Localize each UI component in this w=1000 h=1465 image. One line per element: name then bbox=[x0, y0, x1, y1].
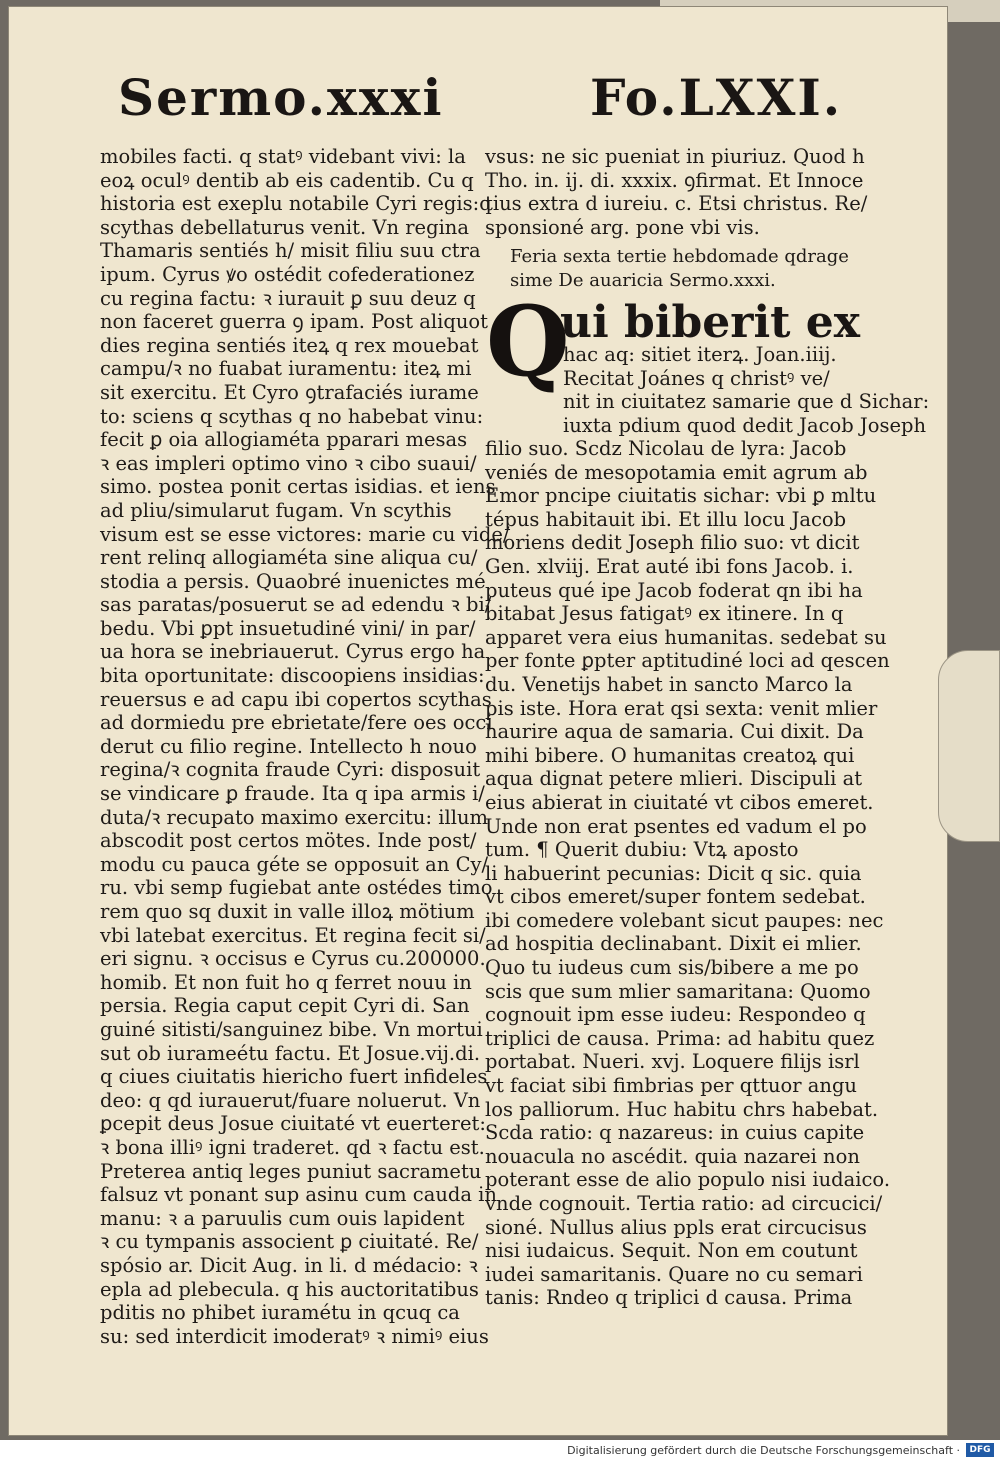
text-line: hac aq: sitiet iterꝝ. Joan.iiij. bbox=[563, 343, 837, 366]
text-line: portabat. Nueri. xvj. Loquere filijs isrl bbox=[485, 1050, 860, 1074]
text-line: simo. postea ponit certas isidias. et iens bbox=[100, 475, 496, 499]
text-line: su: sed interdicit imoderatꝰ ꝛ nimiꝰ eius bbox=[100, 1324, 489, 1348]
text-line: Emor pncipe ciuitatis sichar: vbi ꝑ mltu bbox=[485, 484, 877, 508]
text-line: cognouit ipm esse iudeu: Respondeo q bbox=[485, 1003, 866, 1027]
text-line: ru. vbi semp fugiebat ante ostédes timo bbox=[100, 876, 493, 900]
text-line: vt faciat sibi fimbrias per qttuor angu bbox=[485, 1074, 857, 1098]
text-line: q ciues ciuitatis hiericho fuert infideles bbox=[100, 1065, 488, 1089]
text-line: ꝛ eas impleri optimo vino ꝛ cibo suaui/ bbox=[100, 451, 477, 475]
text-line: duta/ꝛ recupato maximo exercitu: illum bbox=[100, 805, 488, 829]
text-line: tum. ¶ Querit dubiu: Vtꝝ aposto bbox=[485, 838, 799, 862]
text-line: du. Venetijs habet in sancto Marco la bbox=[485, 672, 853, 696]
text-line: Quo tu iudeus cum sis/bibere a me po bbox=[485, 956, 859, 980]
text-line: filio suo. Scdz Nicolau de lyra: Jacob bbox=[485, 437, 847, 460]
text-line: sit exercitu. Et Cyro ꝯtrafaciés iurame bbox=[100, 380, 479, 404]
text-line: tanis: Rndeo q triplici d causa. Prima bbox=[485, 1286, 853, 1310]
text-line: Scda ratio: q nazareus: in cuius capite bbox=[485, 1121, 865, 1145]
text-line: ua hora se inebriauerut. Cyrus ergo ha bbox=[100, 640, 486, 664]
text-line: non faceret guerra ꝯ ipam. Post aliquot bbox=[100, 310, 489, 334]
text-line: vt cibos emeret/super fontem sedebat. bbox=[485, 885, 866, 909]
text-line: pditis no phibet iuramétu in qcuq ca bbox=[100, 1301, 460, 1325]
text-line: apparet vera eius humanitas. sedebat su bbox=[485, 625, 887, 649]
heading-line: Feria sexta tertie hebdomade qdrage bbox=[510, 246, 849, 267]
text-line: rent relinq allogiaméta sine aliqua cu/ bbox=[100, 546, 478, 570]
text-line: iudei samaritanis. Quare no cu semari bbox=[485, 1262, 863, 1286]
text-line: cu regina factu: ꝛ iurauit ꝑ suu deuz q bbox=[100, 286, 476, 310]
text-line: veniés de mesopotamia emit agrum ab bbox=[485, 460, 868, 484]
text-line: bedu. Vbi ꝑpt insuetudiné vini/ in par/ bbox=[100, 616, 476, 640]
folio-number: Fo.LXXI. bbox=[590, 68, 843, 127]
text-line: ipum. Cyrus ꝟo ostédit cofederationez bbox=[100, 262, 475, 286]
text-line: puteus qué ipe Jacob foderat qn ibi ha bbox=[485, 578, 863, 602]
text-line: manu: ꝛ a paruulis cum ouis lapident bbox=[100, 1206, 465, 1230]
text-line: scythas debellaturus venit. Vn regina bbox=[100, 215, 469, 239]
text-line: tépus habitauit ibi. Et illu locu Jacob bbox=[485, 507, 847, 531]
text-line: sut ob iurameétu factu. Et Josue.vij.di. bbox=[100, 1041, 481, 1065]
text-line: per fonte ꝑpter aptitudiné loci ad qescen bbox=[485, 649, 890, 673]
text-line: falsuz vt ponant sup asinu cum cauda in bbox=[100, 1183, 497, 1207]
text-line: persia. Regia caput cepit Cyri di. San bbox=[100, 994, 470, 1018]
text-line: Preterea antiq leges puniut sacrametu bbox=[100, 1159, 482, 1183]
text-line: nisi iudaicus. Sequit. Non em coutunt bbox=[485, 1239, 858, 1263]
text-line: eius abierat in ciuitaté vt cibos emeret. bbox=[485, 790, 874, 814]
right-column-top bbox=[485, 145, 875, 239]
text-line: historia est exeplu notabile Cyri regis:q bbox=[100, 192, 492, 216]
text-line: iuxta pdium quod dedit Jacob Joseph bbox=[563, 413, 927, 437]
text-line: moriens dedit Joseph filio suo: vt dicit bbox=[485, 531, 860, 555]
text-line: vnde cognouit. Tertia ratio: ad circucici/ bbox=[485, 1192, 883, 1215]
incipit: ui biberit ex bbox=[560, 297, 861, 348]
text-line: guiné sitisti/sanguinez bibe. Vn mortui bbox=[100, 1017, 483, 1041]
text-line: sas paratas/posuerut se ad edendu ꝛ bi/ bbox=[100, 593, 492, 617]
text-line: visum est se esse victores: marie cu vide/ bbox=[100, 522, 510, 546]
drop-capital: Q bbox=[486, 285, 570, 398]
left-column bbox=[100, 145, 510, 1348]
text-line: nit in ciuitatez samarie que d Sichar: bbox=[563, 390, 930, 414]
page-tab bbox=[938, 650, 1000, 842]
text-line: derut cu filio regine. Intellecto h nouo bbox=[100, 734, 477, 758]
funding-credit: Digitalisierung gefördert durch die Deutsche Forschungsgemeinschaft · bbox=[567, 1444, 960, 1457]
text-line: homib. Et non fuit ho q ferret nouu in bbox=[100, 970, 472, 994]
text-line: haurire aqua de samaria. Cui dixit. Da bbox=[485, 720, 864, 744]
text-line: Thamaris sentiés h/ misit filiu suu ctra bbox=[100, 239, 481, 263]
text-line: rem quo sq duxit in valle illoꝝ mötium bbox=[100, 900, 475, 923]
text-line: pis iste. Hora erat qsi sexta: venit mlier bbox=[485, 696, 878, 720]
text-line: ꝑcepit deus Josue ciuitaté vt euerteret: bbox=[100, 1112, 486, 1136]
text-line: ad dormiedu pre ebrietate/fere oes occi bbox=[100, 711, 493, 735]
text-line: sponsioné arg. pone vbi vis. bbox=[485, 215, 760, 239]
text-line: ꝛ bona illiꝰ igni traderet. qd ꝛ factu est. bbox=[100, 1135, 485, 1159]
right-column-body bbox=[485, 437, 891, 1310]
text-line: stodia a persis. Quaobré inuenictes mé bbox=[100, 569, 486, 593]
text-line: dies regina sentiés iteꝝ q rex mouebat bbox=[100, 333, 479, 357]
text-line: Tho. in. ij. di. xxxix. ꝯfirmat. Et Innoce bbox=[485, 168, 864, 192]
text-line: deo: q qd iurauerut/fuare noluerut. Vn bbox=[100, 1088, 481, 1112]
text-line: tius extra d iureiu. c. Etsi christus. Re/ bbox=[485, 192, 868, 216]
text-line: mihi bibere. O humanitas creatoꝝ qui bbox=[485, 743, 855, 767]
text-line: ad hospitia declinabant. Dixit ei mlier. bbox=[485, 932, 862, 956]
text-line: epla ad plebecula. q his auctoritatibus bbox=[100, 1277, 479, 1301]
text-line: vbi latebat exercitus. Et regina fecit si/ bbox=[100, 923, 486, 947]
text-line: triplici de causa. Prima: ad habitu quez bbox=[485, 1026, 875, 1050]
text-line: mobiles facti. q statꝰ videbant vivi: la bbox=[100, 145, 466, 168]
text-line: aqua dignat petere mlieri. Discipuli at bbox=[485, 767, 863, 791]
text-line: vsus: ne sic pueniat in piuriuz. Quod h bbox=[485, 145, 865, 168]
text-line: to: sciens q scythas q no habebat vinu: bbox=[100, 404, 484, 428]
text-line: bitabat Jesus fatigatꝰ ex itinere. In q bbox=[485, 602, 844, 626]
text-line: bita oportunitate: discoopiens insidias: bbox=[100, 664, 485, 688]
text-line: campu/ꝛ no fuabat iuramentu: iteꝝ mi bbox=[100, 357, 472, 381]
text-line: Recitat Joánes q christꝰ ve/ bbox=[563, 366, 830, 390]
text-line: fecit ꝑ oia allogiaméta pparari mesas bbox=[100, 428, 468, 452]
text-line: modu cu pauca géte se opposuit an Cy/ bbox=[100, 852, 489, 876]
right-column-after-dropcap bbox=[563, 343, 930, 437]
text-line: regina/ꝛ cognita fraude Cyri: disposuit bbox=[100, 758, 481, 782]
text-line: se vindicare ꝑ fraude. Ita q ipa armis i/ bbox=[100, 782, 485, 806]
heading-line: sime De auaricia Sermo.xxxi. bbox=[510, 269, 776, 291]
text-line: abscodit post certos mötes. Inde post/ bbox=[100, 829, 477, 853]
text-line: scis que sum mlier samaritana: Quomo bbox=[485, 979, 871, 1003]
text-line: eri signu. ꝛ occisus e Cyrus cu.200000. bbox=[100, 947, 486, 971]
text-line: reuersus e ad capu ibi copertos scythas bbox=[100, 687, 492, 711]
text-line: nouacula no ascédit. quia nazarei non bbox=[485, 1144, 860, 1168]
text-line: poterant esse de alio populo nisi iudaico. bbox=[485, 1168, 891, 1192]
text-line: ad pliu/simularut fugam. Vn scythis bbox=[100, 498, 452, 522]
text-line: li habuerint pecunias: Dicit q sic. quia bbox=[485, 861, 862, 885]
text-line: spósio ar. Dicit Aug. in li. d médacio: ꝛ bbox=[100, 1253, 478, 1277]
text-line: Unde non erat psentes ed vadum el po bbox=[485, 814, 867, 838]
running-head-left: Sermo.xxxi bbox=[118, 68, 444, 127]
text-line: ibi comedere volebant sicut paupes: nec bbox=[485, 908, 884, 932]
dfg-logo: DFG bbox=[966, 1443, 994, 1457]
text-line: los palliorum. Huc habitu chrs habebat. bbox=[485, 1097, 879, 1121]
text-line: eoꝝ oculꝰ dentib ab eis cadentib. Cu q bbox=[100, 168, 474, 192]
text-line: Gen. xlviij. Erat auté ibi fons Jacob. i. bbox=[485, 554, 854, 578]
text-line: ꝛ cu tympanis associent ꝑ ciuitaté. Re/ bbox=[100, 1230, 479, 1254]
text-line: sioné. Nullus alius ppls erat circucisus bbox=[485, 1215, 867, 1239]
